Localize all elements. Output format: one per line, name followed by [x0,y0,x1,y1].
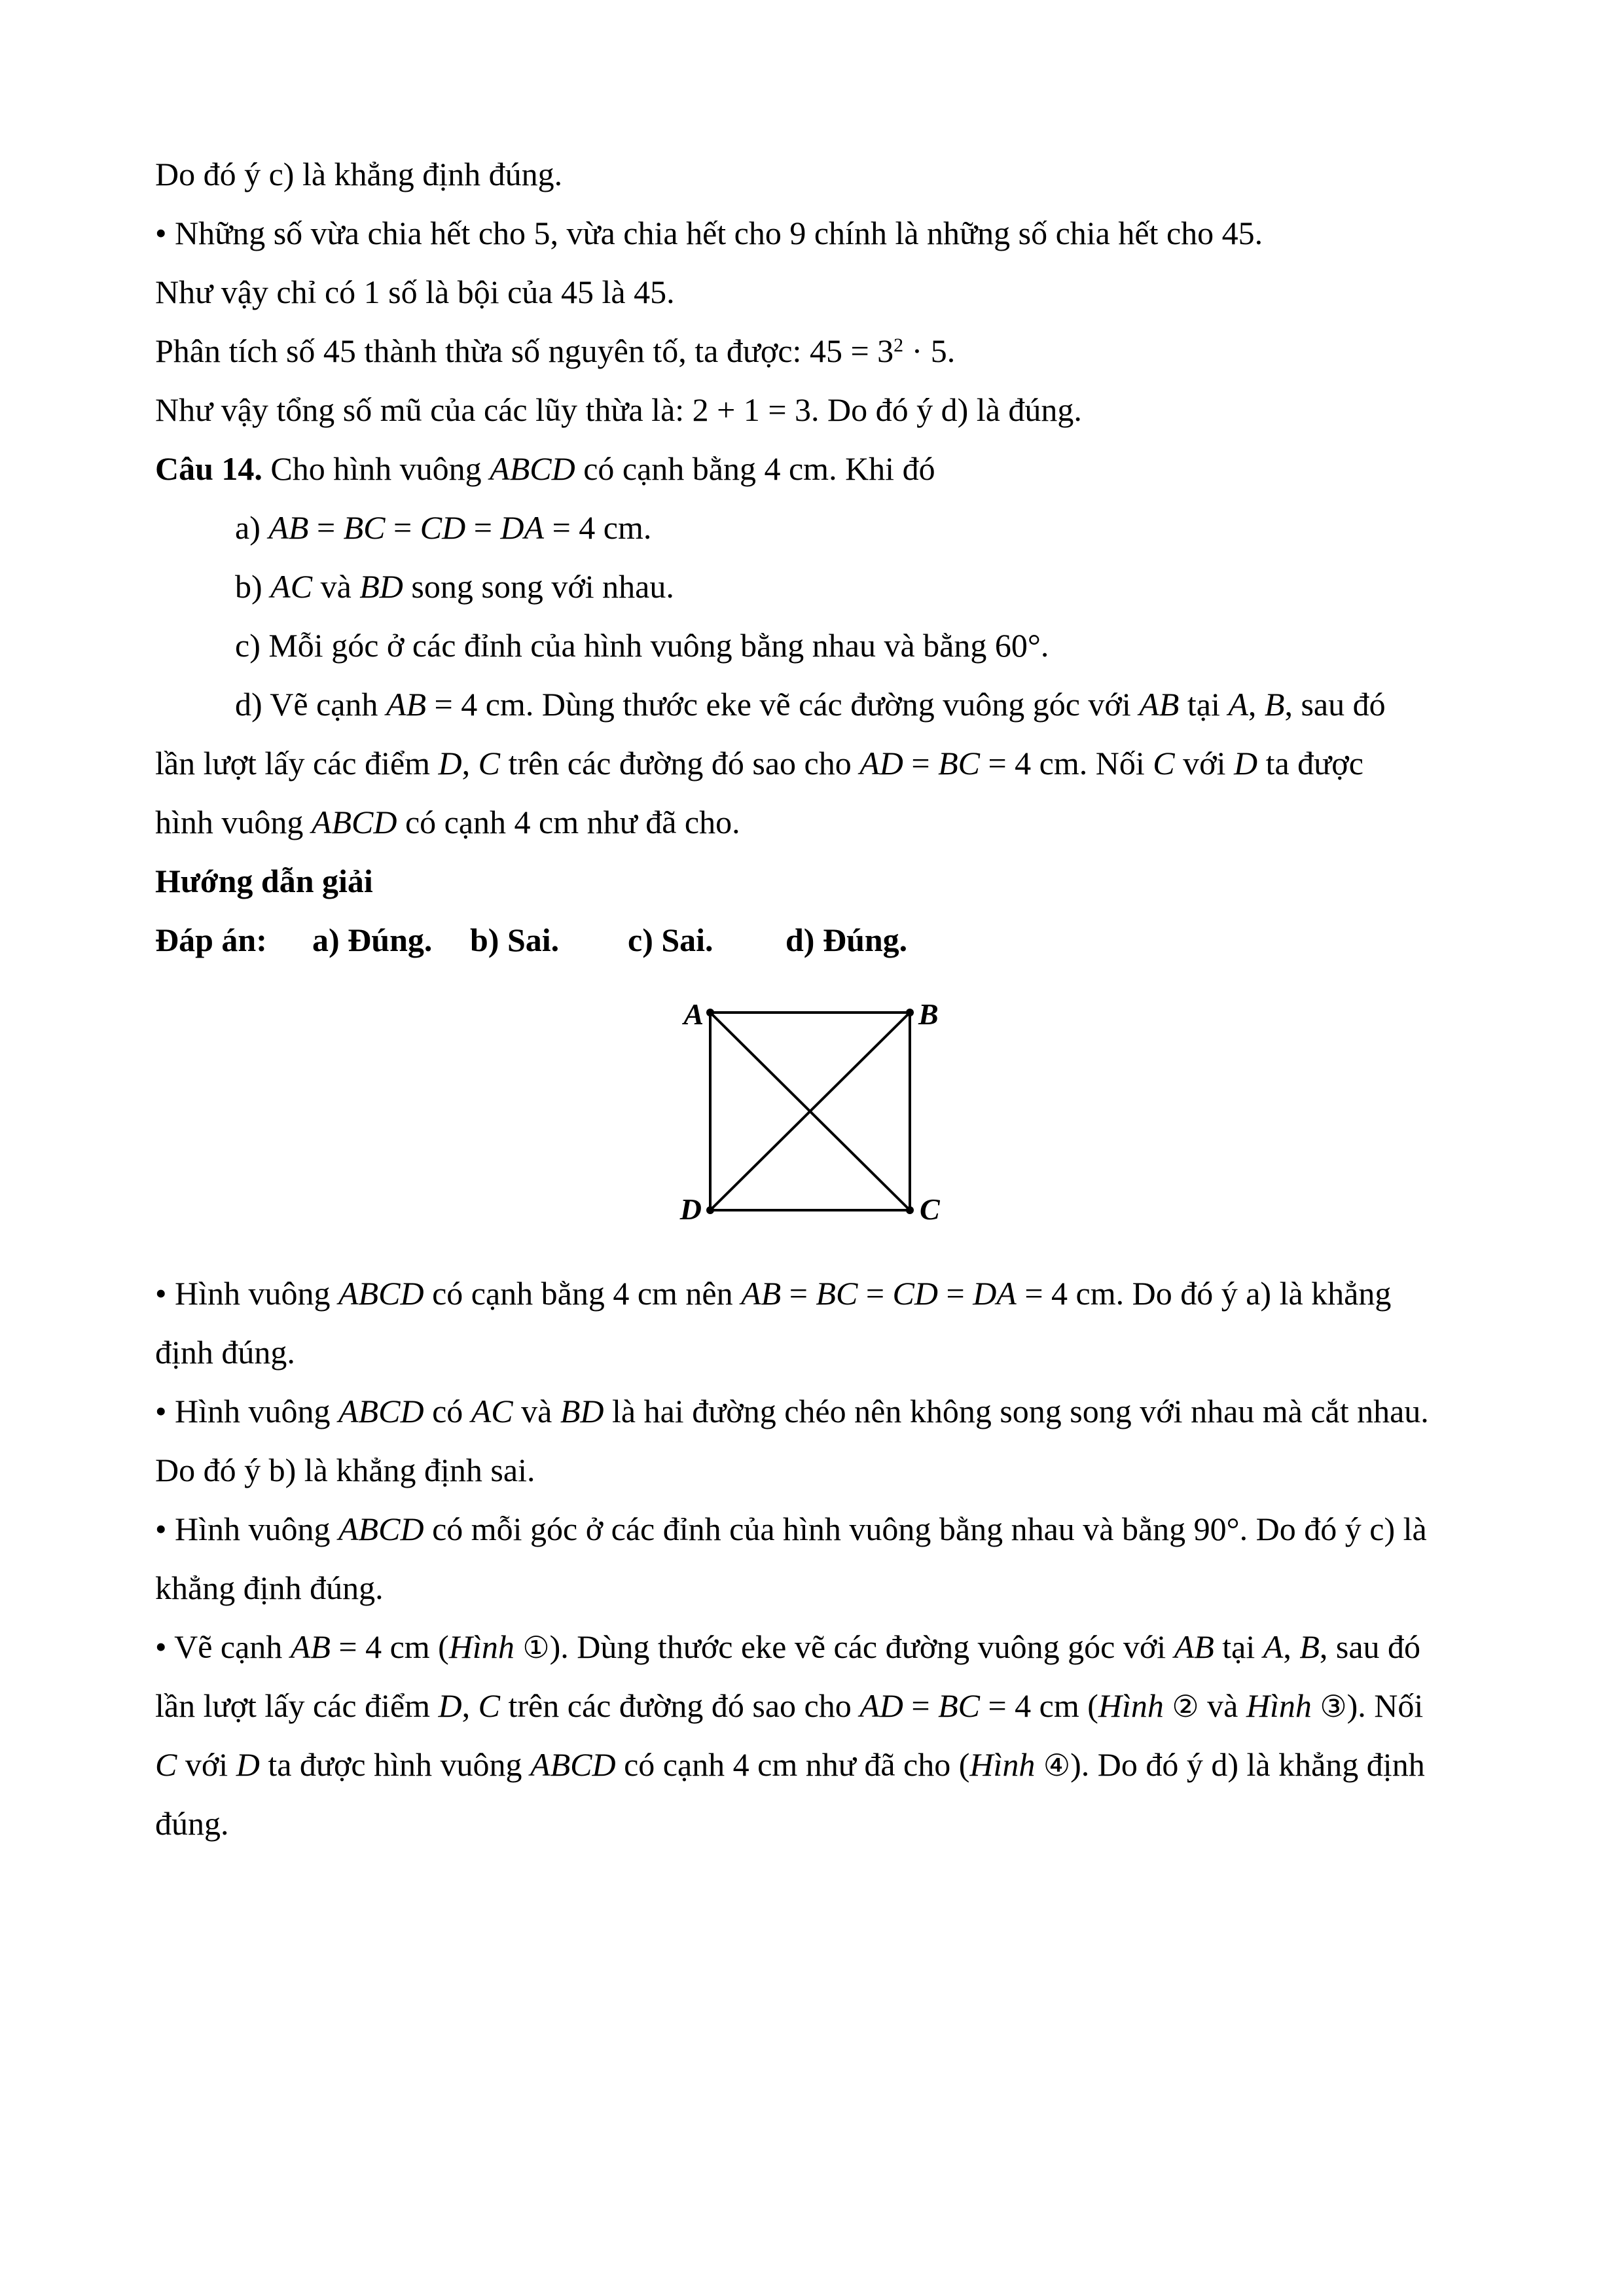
text-line [155,1323,1490,1382]
figure-ref-number: ④ [1043,1748,1071,1783]
text-segment: trên các đường đó sao cho [500,745,860,781]
text-segment: • Vẽ cạnh [155,1628,291,1665]
option-d-line [155,675,1490,734]
math-variable: Hình [448,1628,514,1665]
square-figure-svg [668,985,956,1234]
text-segment: = [903,1687,939,1724]
math-variable: AB [1174,1628,1214,1665]
text-line [155,734,1490,793]
text-segment: ta được hình vuông [259,1746,531,1783]
math-variable: A [1228,686,1248,723]
math-variable: ABCD [530,1746,616,1783]
exponent: 2 [893,334,904,356]
text-segment: đúng. [155,1805,229,1842]
answer-key-line [155,910,1490,969]
math-variable: B [1299,1628,1320,1665]
math-variable: BD [560,1393,604,1429]
text-segment: , [1248,686,1265,723]
text-segment: Do đó ý c) là khẳng định đúng. [155,156,563,192]
bullet-line [155,1499,1490,1558]
text-segment: có cạnh bằng 4 cm. Khi đó [575,450,935,487]
math-variable: AB [741,1275,782,1312]
math-variable: A [1263,1628,1284,1665]
text-segment: ). Nối [1346,1687,1424,1724]
answer-item: d) Đúng. [785,922,908,958]
text-segment: = 4 cm. Nối [979,745,1153,781]
math-variable: AB [268,509,309,546]
text-line [155,380,1490,439]
text-segment: d) Vẽ cạnh [235,686,386,723]
text-segment: , sau đó [1319,1628,1421,1665]
math-variable: AB [1139,686,1180,723]
answer-item: a) Đúng. [312,922,433,958]
text-segment: Đáp án: [155,922,267,958]
text-segment: ta được [1257,745,1363,781]
text-segment: và [312,568,360,605]
math-variable: Hình [1246,1687,1312,1724]
math-variable: AD [859,745,903,781]
math-variable: CD [892,1275,938,1312]
math-variable: AB [386,686,427,723]
text-segment: = 4 cm ( [330,1628,449,1665]
math-variable: ABCD [490,450,575,487]
text-segment: và [513,1393,560,1429]
text-segment: = [903,745,939,781]
text-segment: = [385,509,420,546]
math-variable: BC [938,745,980,781]
text-segment: = [937,1275,973,1312]
math-variable: BD [359,568,403,605]
text-segment: lần lượt lấy các điểm [155,1687,439,1724]
text-segment: có cạnh 4 cm như đã cho. [397,804,740,840]
figure-ref-number: ① [522,1630,550,1665]
math-variable: AC [270,568,313,605]
text-segment: Câu 14. [155,450,262,487]
vertex-dot-c [906,1206,914,1214]
text-segment: = [308,509,344,546]
text-segment: Phân tích số 45 thành thừa số nguyên tố, ta được: 45 = 3 [155,332,894,369]
bullet-line [155,1382,1490,1441]
text-segment: có cạnh 4 cm như đã cho ( [615,1746,970,1783]
text-segment: hình vuông [155,804,312,840]
figure-area [155,969,1490,1264]
text-segment: a) [235,509,269,546]
text-segment [1312,1687,1320,1724]
text-segment: tại [1179,686,1229,723]
math-variable: AB [290,1628,331,1665]
text-segment: trên các đường đó sao cho [500,1687,860,1724]
text-segment: • Hình vuông [155,1275,339,1312]
text-segment: có cạnh bằng 4 cm nên [424,1275,742,1312]
text-segment: · 5. [903,332,956,369]
text-segment: • Hình vuông [155,1511,339,1547]
text-segment: c) Mỗi góc ở các đỉnh của hình vuông bằng nhau và bằng 60°. [235,627,1049,664]
figure-ref-number: ② [1172,1689,1199,1724]
text-segment: với [177,1746,236,1783]
text-segment: lần lượt lấy các điểm [155,745,439,781]
math-variable: D [438,1687,462,1724]
math-variable: DA [973,1275,1017,1312]
math-variable: ABCD [338,1393,424,1429]
text-segment [514,1628,523,1665]
bullet-line [155,1264,1490,1323]
text-segment: = 4 cm. Do đó ý a) là khẳng [1016,1275,1392,1312]
text-segment: ). Dùng thước eke vẽ các đường vuông góc với [549,1628,1174,1665]
text-segment: Như vậy chỉ có 1 số là bội của 45 là 45. [155,274,675,310]
math-variable: C [478,1687,501,1724]
vertex-label-c: C [920,1193,940,1226]
text-segment: = 4 cm. Dùng thước eke vẽ các đường vuông góc với [426,686,1140,723]
text-segment: Như vậy tổng số mũ của các lũy thừa là: 2 + 1 = 3. Do đó ý d) là đúng. [155,391,1082,428]
math-variable: D [438,745,462,781]
vertex-label-b: B [918,997,939,1031]
text-segment: = [781,1275,816,1312]
math-variable: DA [500,509,545,546]
text-segment: Hướng dẫn giải [155,863,373,899]
bullet-line [155,1617,1490,1676]
formula-line [155,321,1490,380]
math-variable: C [155,1746,177,1783]
text-line [155,145,1490,204]
figure-ref-number: ③ [1320,1689,1347,1724]
vertex-dot-d [706,1206,714,1214]
question-heading [155,439,1490,498]
text-segment: , [461,745,478,781]
math-variable: AD [859,1687,903,1724]
text-segment: = [857,1275,893,1312]
text-line [155,1735,1490,1794]
math-variable: Hình [1098,1687,1164,1724]
option-a-line [155,498,1490,557]
text-segment: có mỗi góc ở các đỉnh của hình vuông bằng nhau và bằng 90°. Do đó ý c) là [424,1511,1427,1547]
document-body [155,145,1490,1853]
vertex-label-a: A [683,997,704,1031]
text-segment: Cho hình vuông [262,450,490,487]
math-variable: BC [938,1687,980,1724]
math-variable: C [478,745,501,781]
math-variable: AC [471,1393,513,1429]
text-segment: , [461,1687,478,1724]
answer-item: c) Sai. [628,922,713,958]
math-variable: D [1233,745,1258,781]
text-segment: , sau đó [1284,686,1386,723]
answer-item: b) Sai. [470,922,560,958]
text-segment [1164,1687,1172,1724]
bullet-line [155,204,1490,262]
math-variable: BC [816,1275,858,1312]
square-figure [668,985,956,1234]
text-segment: • Những số vừa chia hết cho 5, vừa chia hết cho 9 chính là những số chia hết cho 45. [155,215,1263,251]
text-line [155,793,1490,852]
text-segment: = 4 cm. [544,509,652,546]
text-segment [1035,1746,1043,1783]
text-line [155,1676,1490,1735]
text-line [155,1558,1490,1617]
text-segment: , [1283,1628,1300,1665]
text-segment: khẳng định đúng. [155,1570,384,1606]
text-segment: = [465,509,501,546]
text-segment: tại [1214,1628,1263,1665]
vertex-label-d: D [679,1193,702,1226]
math-variable: ABCD [338,1275,424,1312]
math-variable: D [236,1746,260,1783]
text-segment: Do đó ý b) là khẳng định sai. [155,1452,535,1488]
vertex-dot-a [706,1009,714,1016]
option-c-line [155,616,1490,675]
text-segment: có [424,1393,471,1429]
math-variable: C [1153,745,1175,781]
text-segment: b) [235,568,271,605]
solution-heading [155,852,1490,910]
option-b-line [155,557,1490,616]
text-segment: = 4 cm ( [979,1687,1098,1724]
math-variable: B [1264,686,1285,723]
math-variable: Hình [969,1746,1036,1783]
math-variable: ABCD [311,804,397,840]
math-variable: ABCD [338,1511,424,1547]
text-segment: • Hình vuông [155,1393,339,1429]
text-segment: với [1174,745,1234,781]
text-segment: là hai đường chéo nên không song song với nhau mà cắt nhau. [604,1393,1429,1429]
text-segment: ). Do đó ý d) là khẳng định [1070,1746,1425,1783]
vertex-dot-b [906,1009,914,1016]
text-line [155,1441,1490,1499]
math-variable: BC [343,509,386,546]
text-line [155,262,1490,321]
text-line [155,1794,1490,1853]
text-segment: định đúng. [155,1334,295,1371]
text-segment: song song với nhau. [403,568,674,605]
text-segment: và [1199,1687,1246,1724]
math-variable: CD [420,509,466,546]
